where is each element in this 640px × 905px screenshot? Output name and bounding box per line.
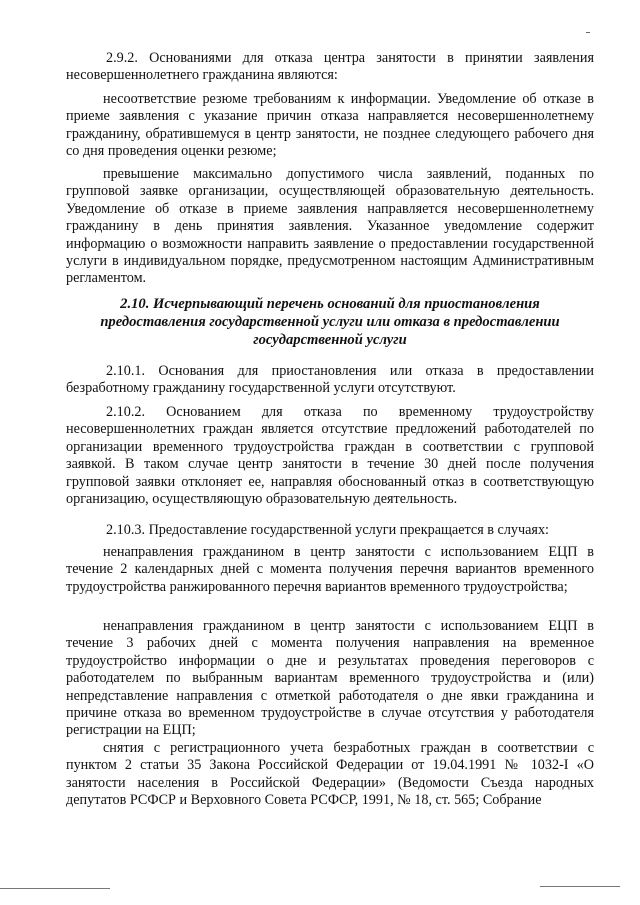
scan-edge-left [0,888,110,889]
paragraph-2-9-2: 2.9.2. Основаниями для отказа центра занятости в принятии заявления несовершеннолетнего гражданина являются: [66,50,594,84]
paragraph-two-days: ненаправления гражданином в центр занятости с использованием ЕЦП в течение 2 календарных дней с момента получения перечня вариантов временного трудоустройства ранжированного перечня вариантов временного трудоустройства; [66,544,594,595]
paragraph-registration-removal: снятия с регистрационного учета безработных граждан в соответствии с пунктом 2 статьи 35 Закона Российской Федерации от 19.04.1991 № 1032-I «О занятости населения в Российской Федерации» (Ведомости Съезда народных депутатов РСФСР и Верховного Совета РСФСР, 1991, № 18, ст. 565; Собрание [66,740,594,809]
paragraph-2-10-2: 2.10.2. Основанием для отказа по временному трудоустройству несовершеннолетних граждан является отсутствие предложений работодателей по организации временного трудоустройства граждан в соответствии с групповой заявкой. В таком случае центр занятости в течение 30 дней после получения групповой заявки отклоняет ее, направляя обоснованный отказ в соответствующую организацию, осуществляющую образовательную деятельность. [66,404,594,508]
scan-mark [586,32,590,33]
section-heading-2-10: 2.10. Исчерпывающий перечень оснований для приостановления предоставления государственной услуги или отказа в предоставлении государственной услуги [100,296,560,348]
paragraph-excess-applications: превышение максимально допустимого числа заявлений, поданных по групповой заявке организации, осуществляющей образовательную деятельность. Уведомление об отказе в приеме заявления направляется несовершеннолетнему гражданину в день принятия заявления. Указанное уведомление содержит информацию о возможности направить заявление о предоставлении государственной услуги в индивидуальном порядке, предусмотренном настоящим Административным регламентом. [66,166,594,287]
paragraph-2-10-3: 2.10.3. Предоставление государственной услуги прекращается в случаях: [106,522,549,538]
paragraph-resume-mismatch: несоответствие резюме требованиям к информации. Уведомление об отказе в приеме заявления с указание причин отказа направляется несовершеннолетнему гражданину, обратившемуся в центр занятости, не позднее следующего рабочего дня со дня проведения оценки резюме; [66,91,594,160]
paragraph-2-10-1: 2.10.1. Основания для приостановления или отказа в предоставлении безработному гражданину государственной услуги отсутствуют. [66,363,594,397]
scan-edge-right [540,886,620,887]
paragraph-three-days: ненаправления гражданином в центр занятости с использованием ЕЦП в течение 3 рабочих дней с момента получения направления на временное трудоустройство информации о дне и результатах проведения переговоров с работодателем по выбранным вариантам временного трудоустройства и (или) непредставление направления с отметкой работодателя о дне явки гражданина и причине отказа во временном трудоустройстве в случае отсутствия у работодателя регистрации на ЕЦП; [66,618,594,739]
